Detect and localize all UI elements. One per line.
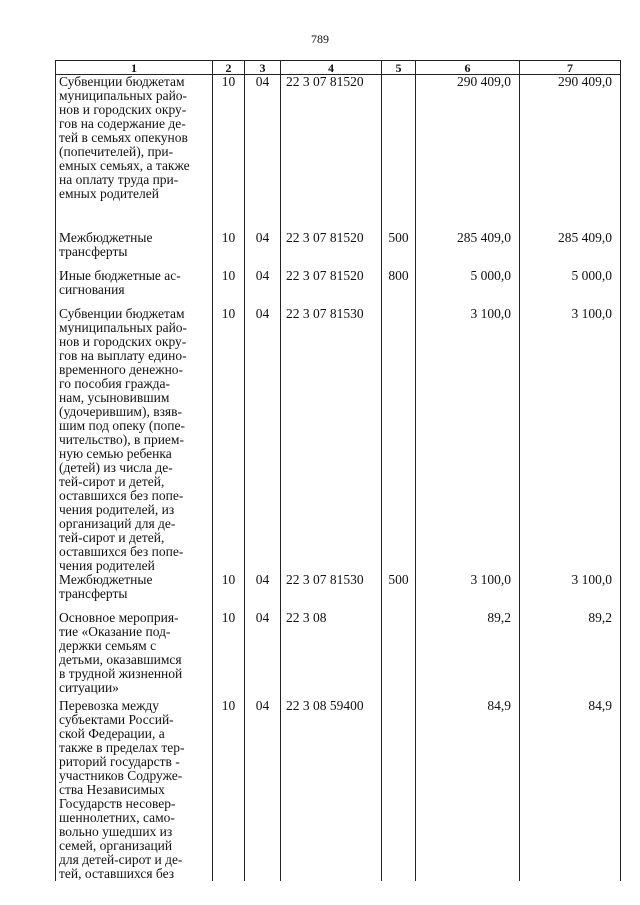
column-header: 1 [56, 61, 213, 75]
row-name-line: Перевозка между [59, 697, 160, 713]
row-name-line: (попечителей), при- [59, 144, 174, 159]
expense-type-cell [382, 611, 416, 699]
row-name-cell [56, 611, 213, 699]
row-name-line: тей, оставшихся без [59, 865, 175, 881]
row-name-cell [56, 699, 213, 881]
row-name-line: шеннолетних, само- [59, 809, 175, 825]
row-name-line: емных семьях, а также [59, 158, 190, 173]
row-name-line: тие «Оказание под- [59, 623, 171, 639]
row-name-line: Межбюджетные [59, 229, 153, 245]
row-name-line: шим под опеку (попе- [59, 417, 186, 433]
subsection-code-cell: 04 [245, 699, 281, 881]
table-row [56, 231, 621, 269]
row-name-line: гов на выплату едино- [59, 347, 187, 363]
row-name-line: тей-сирот и детей, [59, 529, 165, 545]
row-name-line: на оплату труда при- [59, 172, 179, 187]
row-name-line: муниципальных райо- [59, 319, 188, 335]
amount-cell: 5 000,0 [416, 269, 520, 307]
row-name-line: субъектами Россий- [59, 711, 174, 727]
target-article-cell: 22 3 07 81530 [281, 573, 382, 611]
amount-cell: 285 409,0 [520, 231, 621, 269]
page-number: 789 [311, 32, 329, 46]
row-name-line: риторий государств - [59, 753, 180, 769]
amount-cell: 285 409,0 [416, 231, 520, 269]
row-name-line: участников Содруже- [59, 767, 183, 783]
row-name-line: трансферты [59, 243, 128, 259]
row-name-line: Субвенции бюджетам [59, 74, 185, 89]
table-row [56, 307, 621, 573]
budget-table [55, 60, 621, 881]
expense-type-cell [382, 307, 416, 573]
row-name-line: муниципальных райо- [59, 88, 188, 103]
row-name-line: в трудной жизненной [59, 665, 183, 681]
row-name-line: трансферты [59, 585, 128, 601]
section-code-cell: 10 [213, 269, 245, 307]
section-code-cell: 10 [213, 699, 245, 881]
row-name-line: емных родителей [59, 186, 160, 201]
amount-cell: 84,9 [416, 699, 520, 881]
column-header: 3 [245, 61, 281, 75]
row-name-line: го пособия гражда- [59, 375, 171, 391]
target-article-cell: 22 3 07 81520 [281, 231, 382, 269]
row-name-line: ской Федерации, а [59, 725, 165, 741]
row-name-line: для детей-сирот и де- [59, 851, 183, 867]
section-code-cell: 10 [213, 573, 245, 611]
header-row [56, 61, 621, 75]
amount-cell: 89,2 [416, 611, 520, 699]
row-name-line: держки семьям с [59, 637, 157, 653]
section-code-cell: 10 [213, 307, 245, 573]
row-name-cell [56, 231, 213, 269]
row-name-cell [56, 307, 213, 573]
amount-cell: 89,2 [520, 611, 621, 699]
row-name-line: детьми, оказавшимся [59, 651, 182, 667]
amount-cell: 3 100,0 [520, 307, 621, 573]
subsection-code-cell: 04 [245, 611, 281, 699]
target-article-cell: 22 3 08 [281, 611, 382, 699]
row-name-line: нов и городских окру- [59, 333, 187, 349]
column-header: 7 [520, 61, 621, 75]
amount-cell: 290 409,0 [416, 75, 520, 231]
row-name-line: чения родителей, из [59, 501, 175, 517]
column-header: 5 [382, 61, 416, 75]
row-name-line: (детей) из числа де- [59, 459, 173, 475]
row-name-cell [56, 75, 213, 231]
amount-cell: 3 100,0 [520, 573, 621, 611]
row-name-cell [56, 269, 213, 307]
row-name-line: тей в семьях опекунов [59, 130, 188, 145]
amount-cell: 3 100,0 [416, 307, 520, 573]
amount-cell: 5 000,0 [520, 269, 621, 307]
table-row [56, 611, 621, 699]
subsection-code-cell: 04 [245, 75, 281, 231]
row-name-line: семей, организаций [59, 837, 173, 853]
table-row [56, 573, 621, 611]
row-name-line: гов на содержание де- [59, 116, 186, 131]
subsection-code-cell: 04 [245, 573, 281, 611]
subsection-code-cell: 04 [245, 269, 281, 307]
row-name-line: Межбюджетные [59, 571, 153, 587]
subsection-code-cell: 04 [245, 231, 281, 269]
row-name-line: чительство), в прием- [59, 431, 184, 447]
subsection-code-cell: 04 [245, 307, 281, 573]
section-code-cell: 10 [213, 231, 245, 269]
section-code-cell: 10 [213, 611, 245, 699]
row-name-line: организаций для де- [59, 515, 176, 531]
row-name-cell [56, 573, 213, 611]
row-name-line: временного денежно- [59, 361, 184, 377]
expense-type-cell: 500 [382, 573, 416, 611]
row-name-line: нов и городских окру- [59, 102, 187, 117]
row-name-line: Субвенции бюджетам [59, 305, 185, 321]
amount-cell: 290 409,0 [520, 75, 621, 231]
row-name-line: оставшихся без попе- [59, 543, 184, 559]
table-row [56, 699, 621, 881]
section-code-cell: 10 [213, 75, 245, 231]
expense-type-cell [382, 75, 416, 231]
column-header: 6 [416, 61, 520, 75]
amount-cell: 3 100,0 [416, 573, 520, 611]
column-header: 4 [281, 61, 382, 75]
table-row [56, 75, 621, 231]
row-name-line: также в пределах тер- [59, 739, 185, 755]
target-article-cell: 22 3 07 81530 [281, 307, 382, 573]
row-name-line: вольно ушедших из [59, 823, 173, 839]
row-name-line: (удочерившим), взяв- [59, 403, 182, 419]
amount-cell: 84,9 [520, 699, 621, 881]
target-article-cell: 22 3 07 81520 [281, 75, 382, 231]
target-article-cell: 22 3 07 81520 [281, 269, 382, 307]
expense-type-cell [382, 699, 416, 881]
expense-type-cell: 800 [382, 269, 416, 307]
expense-type-cell: 500 [382, 231, 416, 269]
row-name-line: ства Независимых [59, 781, 165, 797]
row-name-line: ную семью ребенка [59, 445, 172, 461]
row-name-line: Основное мероприя- [59, 609, 179, 625]
row-name-line: оставшихся без попе- [59, 487, 184, 503]
target-article-cell: 22 3 08 59400 [281, 699, 382, 881]
row-name-line: тей-сирот и детей, [59, 473, 165, 489]
row-name-line: Иные бюджетные ас- [59, 267, 181, 283]
column-header: 2 [213, 61, 245, 75]
row-name-line: ситуации» [59, 679, 119, 695]
row-name-line: Государств несовер- [59, 795, 176, 811]
table-body [56, 75, 621, 881]
table-row [56, 269, 621, 307]
row-name-line: чения родителей [59, 557, 155, 573]
row-name-line: сигнования [59, 281, 125, 297]
row-name-line: нам, усыновившим [59, 389, 170, 405]
